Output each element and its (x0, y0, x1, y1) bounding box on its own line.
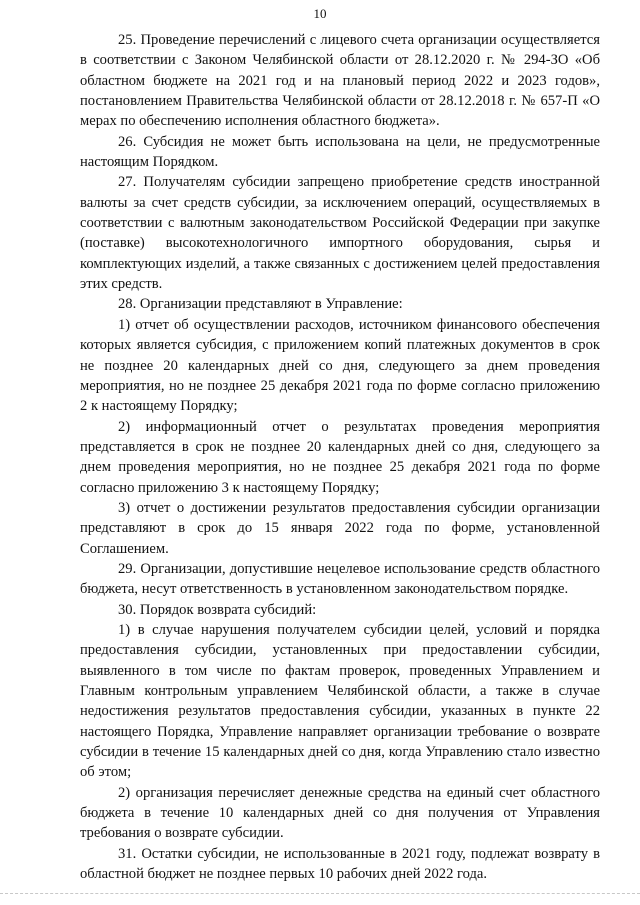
paragraph-30: 30. Порядок возврата субсидий: (118, 601, 317, 618)
paragraph-28-item-2: 2) информационный отчет о результатах проведения мероприятия представляется в срок не позднее 20 календарных дней со дня, следующего за днем проведения мероприятия, но не позднее 25 декабря 2021 года по форме согласно приложению 3 к настоящему Порядку; (80, 418, 600, 496)
document-body (80, 30, 600, 884)
scan-bottom-edge (0, 893, 640, 894)
paragraph-28-item-1: 1) отчет об осуществлении расходов, источником финансового обеспечения которых является субсидия, с приложением копий платежных документов в срок не позднее 20 календарных дней со дня, следующего за днем проведения мероприятия, но не позднее 25 декабря 2021 года по форме согласно приложению 2 к настоящему Порядку; (80, 316, 600, 415)
paragraph-31: 31. Остатки субсидии, не использованные в 2021 году, подлежат возврату в областной бюджет не позднее первых 10 рабочих дней 2022 года. (80, 845, 600, 883)
paragraph-28-item-3: 3) отчет о достижении результатов предоставления субсидии организации представляют в срок до 15 января 2022 года по форме, установленной Соглашением. (80, 499, 600, 557)
paragraph-28: 28. Организации представляют в Управление: (118, 296, 403, 313)
paragraph-29: 29. Организации, допустившие нецелевое использование средств областного бюджета, несут ответственность в установленном законодательством порядке. (80, 560, 600, 598)
paragraph-27: 27. Получателям субсидии запрещено приобретение средств иностранной валюты за счет средств субсидии, за исключением операций, осуществляемых в соответствии с валютным законодательством Российской Федерации при закупке (поставке) высокотехнологичного импортного оборудования, сырья и комплектующих изделий, а также связанных с достижением целей предоставления этих средств. (80, 174, 600, 293)
page-number: 10 (313, 6, 327, 21)
paragraph-25: 25. Проведение перечислений с лицевого счета организации осуществляется в соответствии с Законом Челябинской области от 28.12.2020 г. № 294-ЗО «Об областном бюджете на 2021 год и на плановый период 2022 и 2023 годов», постановлением Правительства Челябинской области от 28.12.2018 г. № 657-П «О мерах по обеспечению исполнения областного бюджета». (80, 32, 600, 130)
paragraph-30-item-2: 2) организация перечисляет денежные средства на единый счет областного бюджета в течение 10 календарных дней со дня получения от Управления требования о возврате субсидии. (80, 784, 600, 842)
paragraph-26: 26. Субсидия не может быть использована на цели, не предусмотренные настоящим Порядком. (80, 133, 600, 171)
paragraph-30-item-1: 1) в случае нарушения получателем субсидии целей, условий и порядка предоставления субсидии, установленных при предоставлении субсидии, выявленного в том числе по фактам проверок, проведенных Управлением и Главным контрольным управлением Челябинской области, а также в случае недостижения результатов предоставления субсидии, указанных в пункте 22 настоящего Порядка, Управление направляет организации требование о возврате субсидии в течение 15 календарных дней со дня, когда Управлению стало известно об этом; (80, 621, 600, 781)
